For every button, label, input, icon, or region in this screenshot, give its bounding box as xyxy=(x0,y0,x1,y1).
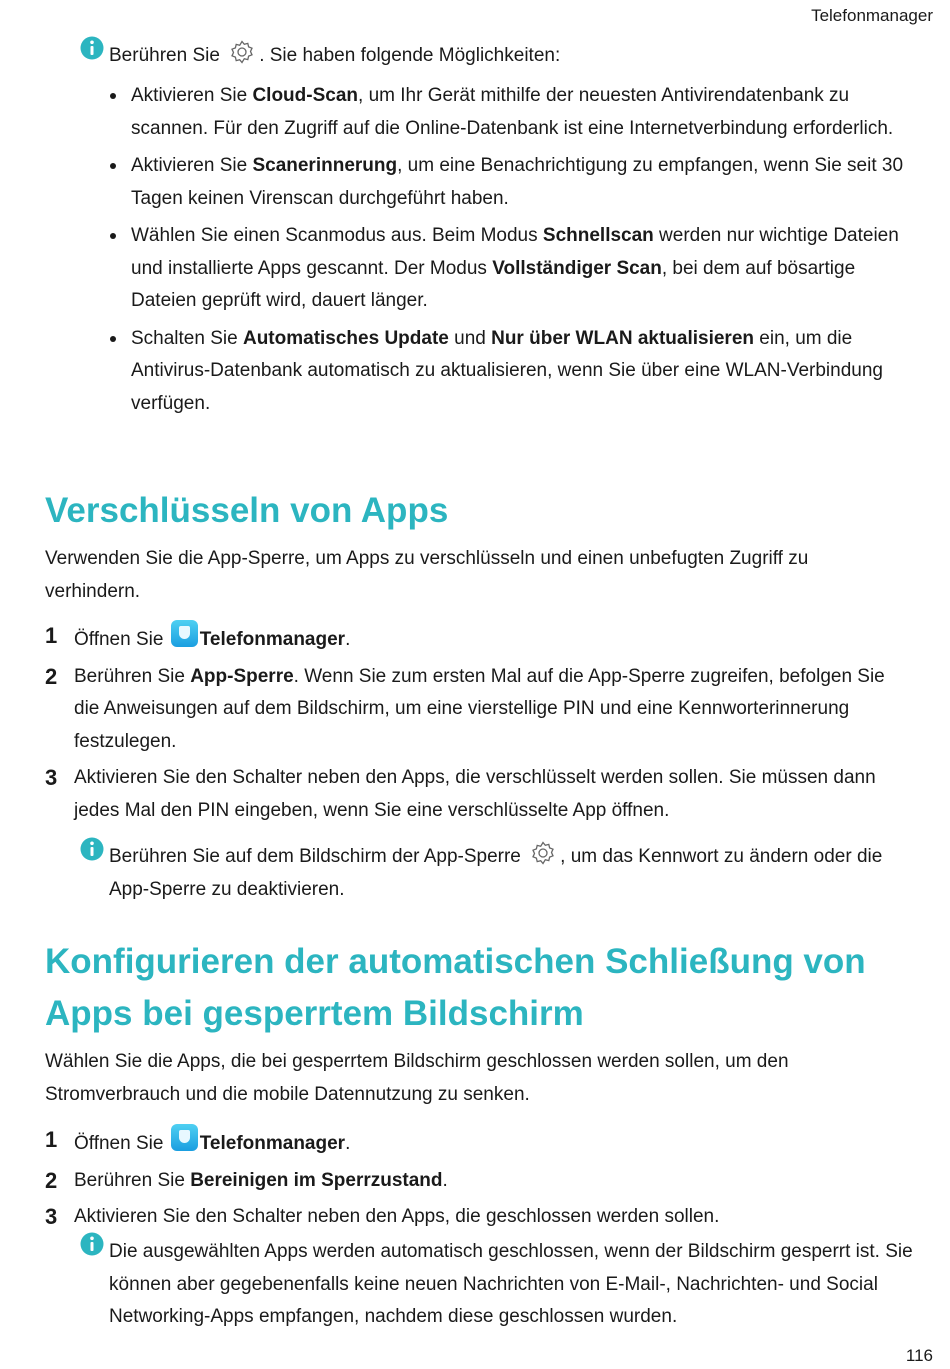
list-item: Aktivieren Sie Cloud-Scan, um Ihr Gerät mithilfe der neuesten Antivirendatenbank zu scannen. Für den Zugriff auf die Online-Datenbank ist eine Internetverbindung erforderlich. xyxy=(108,80,910,145)
step-item: 2 Berühren Sie Bereinigen im Sperrzustand. xyxy=(45,1165,914,1198)
step-number: 3 xyxy=(45,765,58,790)
info-icon xyxy=(80,837,104,861)
telefonmanager-app-icon xyxy=(171,620,198,647)
info-icon xyxy=(80,1232,104,1256)
section-heading-encrypt-apps: Verschlüsseln von Apps xyxy=(45,491,449,530)
info-note xyxy=(80,841,920,906)
section-intro: Wählen Sie die Apps, die bei gesperrtem Bildschirm geschlossen werden sollen, um den Stromverbrauch und die mobile Datennutzung zu senken. xyxy=(45,1051,789,1105)
info-icon xyxy=(80,36,104,60)
steps-list xyxy=(45,1124,914,1238)
list-item: Aktivieren Sie Scanerinnerung, um eine Benachrichtigung zu empfangen, wenn Sie seit 30 Tagen keinen Virenscan durchgeführt haben. xyxy=(108,150,910,215)
note-text: Die ausgewählten Apps werden automatisch geschlossen, wenn der Bildschirm gesperrt ist. Sie können aber gegebenenfalls keine neuen Nachrichten von E-Mail-, Nachrichten- und Social Networking-Apps empfangen, nachdem diese geschlossen wurden. xyxy=(109,1241,913,1327)
steps-list xyxy=(45,620,914,831)
gear-icon xyxy=(229,40,255,64)
note-text: Berühren Sie . Sie haben folgende Möglichkeiten: xyxy=(109,40,920,73)
step-item: 1 Öffnen Sie Telefonmanager. xyxy=(45,620,914,657)
step-number: 1 xyxy=(45,1127,58,1152)
list-item: Schalten Sie Automatisches Update und Nur über WLAN aktualisieren ein, um die Antivirus-Datenbank automatisch zu aktualisieren, wenn Sie über eine WLAN-Verbindung verfügen. xyxy=(108,323,910,421)
step-item: 1 Öffnen Sie Telefonmanager. xyxy=(45,1124,914,1161)
options-list xyxy=(108,80,910,425)
header-section-title: Telefonmanager xyxy=(811,6,933,25)
gear-icon xyxy=(530,841,556,865)
page-number: 116 xyxy=(905,1346,933,1365)
step-number: 2 xyxy=(45,1167,58,1193)
step-number: 2 xyxy=(45,663,58,689)
list-item: Wählen Sie einen Scanmodus aus. Beim Modus Schnellscan werden nur wichtige Dateien und installierte Apps gescannt. Der Modus Vollständiger Scan, bei dem auf bösartige Dateien geprüft wird, dauert länger. xyxy=(108,220,910,318)
info-note xyxy=(80,1236,920,1334)
step-number: 3 xyxy=(45,1204,58,1229)
step-number: 1 xyxy=(45,623,58,648)
step-item: 3 Aktivieren Sie den Schalter neben den Apps, die verschlüsselt werden sollen. Sie müssen dann jedes Mal den PIN eingeben, wenn Sie eine verschlüsselte App öffnen. xyxy=(45,762,914,827)
telefonmanager-app-icon xyxy=(171,1124,198,1151)
section-heading-auto-close: Konfigurieren der automatischen Schließung von Apps bei gesperrtem Bildschirm xyxy=(45,942,866,1033)
section-intro: Verwenden Sie die App-Sperre, um Apps zu verschlüsseln und einen unbefugten Zugriff zu verhindern. xyxy=(45,548,809,602)
step-item: 2 Berühren Sie App-Sperre. Wenn Sie zum ersten Mal auf die App-Sperre zugreifen, befolgen Sie die Anweisungen auf dem Bildschirm, um eine vierstellige PIN und eine Kennworterinnerung festzulegen. xyxy=(45,661,914,759)
info-note xyxy=(80,40,920,73)
step-item: 3 Aktivieren Sie den Schalter neben den Apps, die geschlossen werden sollen. xyxy=(45,1201,914,1234)
note-text: Berühren Sie auf dem Bildschirm der App-Sperre , um das Kennwort zu ändern oder die App-Sperre zu deaktivieren. xyxy=(109,841,920,906)
